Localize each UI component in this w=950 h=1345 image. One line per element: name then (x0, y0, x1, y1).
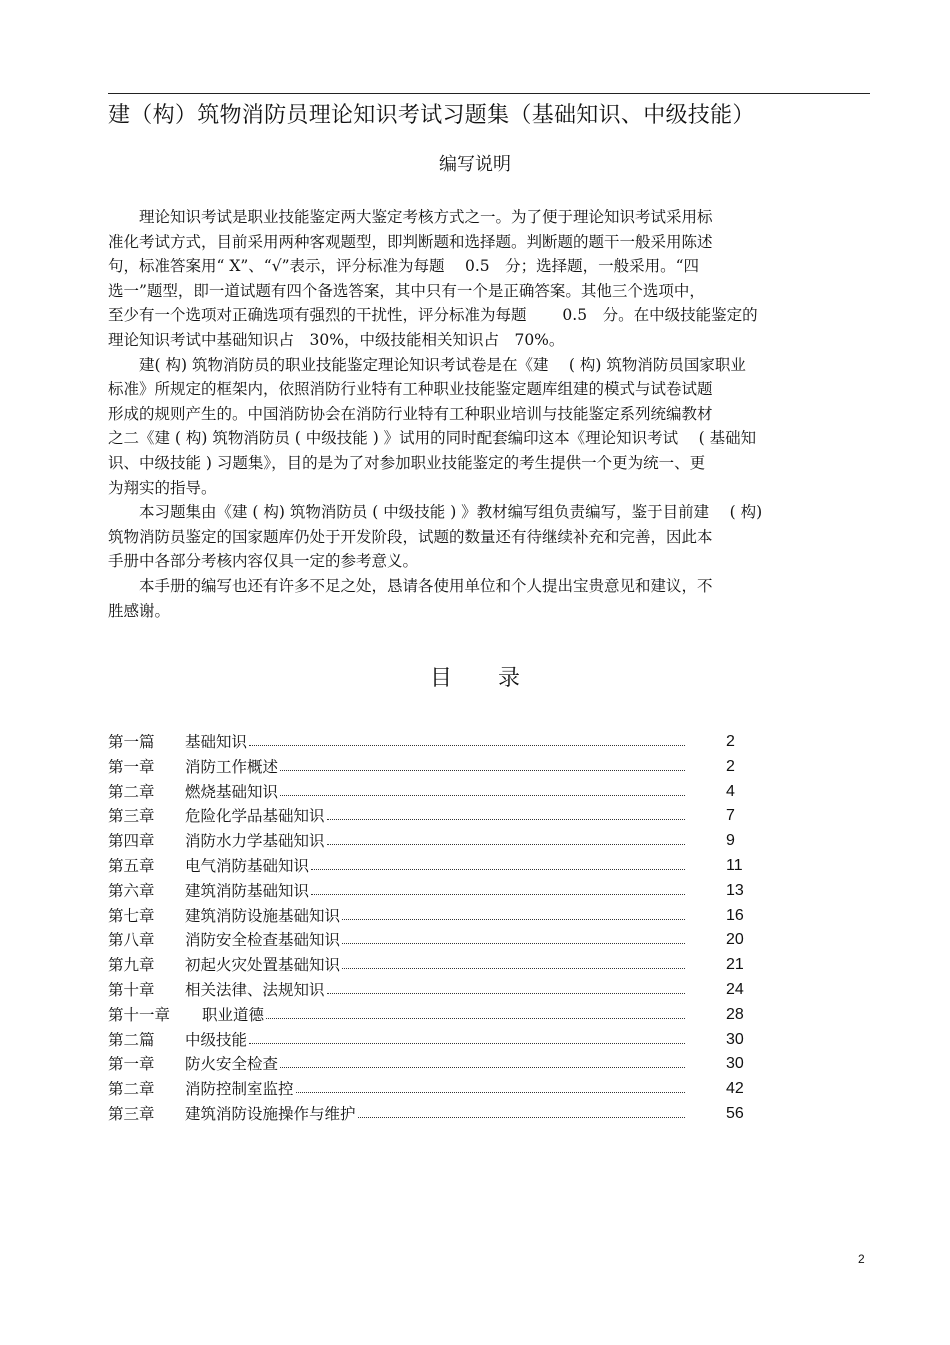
body-line: 之二《建 ( 构) 筑物消防员 ( 中级技能 ) 》试用的同时配套编印这本《理论知识考试 ( 基础知 (108, 429, 757, 448)
body-line: 建( 构) 筑物消防员的职业技能鉴定理论知识考试卷是在《建 ( 构) 筑物消防员国家职业 (108, 355, 746, 374)
toc-entry-page: 16 (726, 906, 744, 924)
toc-entry-page: 2 (726, 733, 735, 750)
document-title: 建（构）筑物消防员理论知识考试习题集（基础知识、中级技能） (108, 103, 755, 128)
toc-dot-leader (266, 1018, 685, 1019)
toc-dot-leader (280, 1067, 685, 1068)
toc-dot-leader (280, 795, 685, 796)
body-line: 为翔实的指导。 (108, 478, 217, 497)
toc-entry (108, 1052, 768, 1077)
toc-entry-page: 9 (726, 832, 735, 850)
toc-entry (108, 755, 768, 780)
body-line: 选一”题型，即一道试题有四个备选答案，其中只有一个是正确答案。其他三个选项中， (108, 281, 705, 300)
toc-entry (108, 1102, 768, 1127)
toc-entry (108, 804, 768, 829)
toc-dot-leader (327, 819, 685, 820)
toc-entry-title: 基础知识 (185, 730, 249, 755)
body-line: 准化考试方式，目前采用两种客观题型，即判断题和选择题。判断题的题干一般采用陈述 (108, 232, 713, 251)
toc-entry (108, 854, 768, 879)
toc-entry-label: 第四章 (108, 832, 155, 851)
toc-entry-label: 第六章 (108, 881, 155, 900)
toc-entry (108, 904, 768, 929)
toc-dot-leader (311, 869, 685, 870)
toc-entry-label: 第一章 (108, 757, 155, 776)
toc-entry (108, 978, 768, 1003)
toc-entry-page: 21 (726, 956, 744, 974)
toc-entry-page: 56 (726, 1104, 744, 1122)
toc-dot-leader (342, 943, 685, 944)
toc-entry (108, 1028, 768, 1053)
top-rule (108, 93, 870, 94)
toc-entry-label: 第十章 (108, 980, 155, 999)
toc-entry-title: 建筑消防设施操作与维护 (185, 1102, 358, 1127)
body-line: 筑物消防员鉴定的国家题库仍处于开发阶段，试题的数量还有待继续补充和完善，因此本 (108, 527, 713, 546)
toc-entry-label: 第二章 (108, 1080, 155, 1099)
toc-entry-title: 建筑消防基础知识 (185, 879, 311, 904)
toc-dot-leader (311, 894, 685, 895)
toc-entry-title: 建筑消防设施基础知识 (185, 904, 342, 929)
toc-entry-title: 消防工作概述 (185, 755, 280, 780)
toc-entry-page: 30 (726, 1055, 744, 1073)
toc-dot-leader (296, 1092, 685, 1093)
toc-entry-title: 职业道德 (202, 1003, 266, 1028)
toc-entry-title: 消防安全检查基础知识 (185, 928, 342, 953)
toc-entry (108, 953, 768, 978)
body-line: 至少有一个选项对正确选项有强烈的干扰性，评分标准为每题 0.5 分。在中级技能鉴定的 (108, 306, 758, 325)
table-of-contents (108, 730, 768, 1127)
toc-entry-title: 相关法律、法规知识 (185, 978, 327, 1003)
toc-entry-page: 24 (726, 980, 744, 998)
toc-dot-leader (327, 993, 685, 994)
toc-dot-leader (249, 1043, 685, 1044)
toc-entry-title: 危险化学品基础知识 (185, 804, 327, 829)
toc-entry-page: 30 (726, 1030, 744, 1048)
section-title: 编写说明 (439, 154, 511, 175)
toc-dot-leader (342, 968, 685, 969)
toc-entry-title: 中级技能 (185, 1028, 249, 1053)
page-number: 2 (858, 1252, 865, 1266)
body-line: 识、中级技能 ) 习题集》，目的是为了对参加职业技能鉴定的考生提供一个更为统一、更 (108, 453, 706, 472)
toc-entry-label: 第十一章 (108, 1005, 171, 1024)
toc-entry-title: 初起火灾处置基础知识 (185, 953, 342, 978)
toc-entry (108, 829, 768, 854)
toc-dot-leader (327, 844, 685, 845)
toc-entry-label: 第二章 (108, 782, 155, 801)
toc-entry (108, 928, 768, 953)
toc-entry-title: 消防控制室监控 (185, 1077, 296, 1102)
toc-entry-title: 燃烧基础知识 (185, 780, 280, 805)
toc-entry-page: 28 (726, 1005, 744, 1023)
body-line: 标准》所规定的框架内，依照消防行业特有工种职业技能鉴定题库组建的模式与试卷试题 (108, 380, 713, 399)
body-line: 理论知识考试中基础知识占 30%，中级技能相关知识占 70%。 (108, 330, 565, 349)
toc-entry-page: 4 (726, 782, 735, 800)
toc-entry-page: 2 (726, 757, 735, 775)
toc-entry-label: 第三章 (108, 1104, 155, 1123)
toc-entry-label: 第一篇 (108, 733, 155, 751)
toc-entry-page: 7 (726, 807, 735, 825)
toc-entry-title: 电气消防基础知识 (185, 854, 311, 879)
toc-entry-page: 13 (726, 881, 744, 899)
toc-entry-page: 20 (726, 931, 744, 949)
toc-entry-label: 第五章 (108, 856, 155, 875)
toc-entry-label: 第三章 (108, 807, 155, 826)
toc-entry (108, 730, 768, 755)
toc-dot-leader (249, 745, 685, 746)
toc-entry-label: 第七章 (108, 906, 155, 925)
toc-heading: 目录 (429, 666, 566, 691)
toc-dot-leader (342, 919, 685, 920)
toc-entry-page: 11 (726, 856, 743, 874)
toc-dot-leader (280, 770, 685, 771)
toc-entry (108, 1003, 768, 1028)
toc-dot-leader (358, 1117, 685, 1118)
toc-entry-label: 第一章 (108, 1055, 155, 1074)
body-line: 手册中各部分考核内容仅具一定的参考意义。 (108, 552, 419, 571)
toc-entry (108, 1077, 768, 1102)
toc-entry-label: 第八章 (108, 931, 155, 950)
toc-entry-label: 第九章 (108, 956, 155, 975)
body-line: 理论知识考试是职业技能鉴定两大鉴定考核方式之一。为了便于理论知识考试采用标 (108, 208, 713, 226)
toc-entry-title: 消防水力学基础知识 (185, 829, 327, 854)
toc-entry-page: 42 (726, 1080, 744, 1098)
body-line: 胜感谢。 (108, 601, 171, 620)
toc-entry-label: 第二篇 (108, 1030, 155, 1049)
body-line: 句，标准答案用“ X”、“√”表示，评分标准为每题 0.5 分；选择题，一般采用。“四 (108, 257, 700, 276)
body-line: 本习题集由《建 ( 构) 筑物消防员 ( 中级技能 ) 》教材编写组负责编写，鉴于目前建 ( 构) (108, 503, 763, 522)
toc-entry-title: 防火安全检查 (185, 1052, 280, 1077)
body-line: 本手册的编写也还有许多不足之处，恳请各使用单位和个人提出宝贵意见和建议，不 (108, 576, 713, 595)
toc-entry (108, 780, 768, 805)
toc-entry (108, 879, 768, 904)
body-line: 形成的规则产生的。中国消防协会在消防行业特有工种职业培训与技能鉴定系列统编教材 (108, 404, 713, 423)
preface-body (108, 205, 858, 623)
